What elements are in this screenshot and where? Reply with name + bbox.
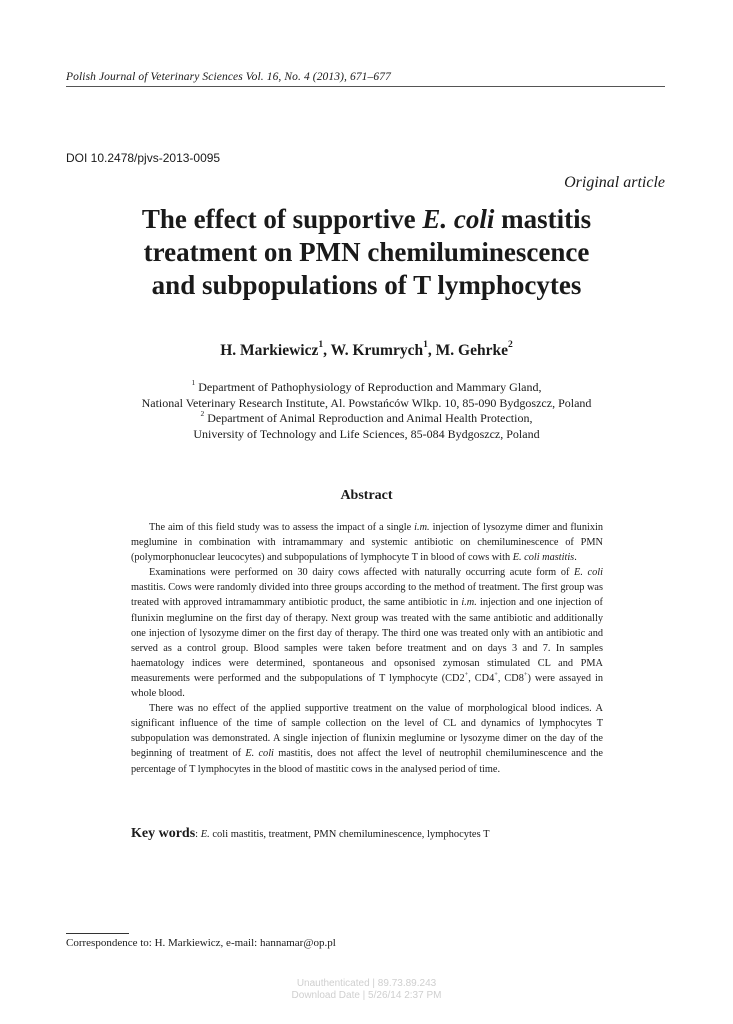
- journal-header: Polish Journal of Veterinary Sciences Vol. 16, No. 4 (2013), 671–677: [66, 71, 665, 87]
- abstract-paragraph: Examinations were performed on 30 dairy cows affected with naturally occurring acute form of E. coli mastitis. Cows were randomly divided into three groups according to the method of treatment. The first group was treated with approved intramammary antibiotic product, the same antibiotic in i.m. injection and one injection of flunixin meglumine on the first day of therapy. Next group was treated with the same antibiotic and additionally one injection of lysozyme dimer on the first day of therapy. The third one was treated only with an antibiotic and served as a control group. Blood samples were taken before treatment and on days 3 and 7. In samples haematology indices were determined, spontaneous and opsonised zymosan stimulated CL and PMA measurements were performed and the subpopulations of T lymphocyte (CD2+, CD4+, CD8+) were assayed in whole blood.: [131, 567, 603, 700]
- affiliations: [66, 377, 667, 442]
- doi: DOI 10.2478/pjvs-2013-0095: [66, 151, 221, 165]
- footnote-divider: [66, 933, 129, 934]
- authors: [66, 339, 667, 360]
- article-type: Original article: [564, 174, 665, 191]
- author: H. Markiewicz$^1$,: [220, 339, 331, 359]
- watermark-line-1: Unauthenticated | 89.73.89.243: [296, 978, 437, 989]
- affiliation-1-line-1: $^1$ Department of Pathophysiology of Reproduction and Mammary Gland,: [191, 377, 542, 394]
- abstract-body: [131, 520, 603, 777]
- author: W. Krumrych$^1$,: [330, 339, 436, 359]
- article-title: [66, 203, 667, 302]
- download-watermark: [0, 978, 733, 1002]
- keywords: Key words: E. coli mastitis, treatment, PMN chemiluminescence, lymphocytes T: [131, 826, 490, 841]
- abstract-paragraph: The aim of this field study was to assess the impact of a single i.m. injection of lysozyme dimer and flunixin meglumine in combination with intramammary and systemic antibiotic on chemiluminescence of PMN (polymorphonuclear leucocytes) and subpopulations of lymphocyte T in blood of cows with E. coli mastitis.: [131, 522, 603, 564]
- title-line-3: and subpopulations of T lymphocytes: [151, 270, 582, 300]
- watermark-line-2: Download Date | 5/26/14 2:37 PM: [291, 990, 442, 1001]
- affiliation-2-line-2: University of Technology and Life Sciences, 85-084 Bydgoszcz, Poland: [193, 426, 540, 441]
- affiliation-2-line-1: $^2$ Department of Animal Reproduction and Animal Health Protection,: [200, 408, 533, 425]
- author: M. Gehrke$^2$: [435, 339, 513, 359]
- abstract-heading: Abstract: [340, 488, 393, 503]
- title-line-2: treatment on PMN chemiluminescence: [143, 237, 590, 267]
- abstract-paragraph: There was no effect of the applied supportive treatment on the value of morphological blood indices. A significant influence of the time of sample collection on the level of CL and dynamics of lymphocytes T subpopulation was demonstrated. A single injection of flunixin meglumine or lysozyme dimer on the day of the beginning of treatment of E. coli mastitis, does not affect the level of neutrophil chemiluminescence and the percentage of T lymphocytes in the blood of mastitic cows in the analysed period of time.: [131, 703, 603, 775]
- correspondence-footnote: Correspondence to: H. Markiewicz, e-mail: hannamar@op.pl: [66, 937, 336, 949]
- affiliation-1-line-2: National Veterinary Research Institute, Al. Powstańców Wlkp. 10, 85-090 Bydgoszcz, Poland: [141, 395, 592, 410]
- title-line-1: The effect of supportive E. coli mastitis: [141, 204, 592, 234]
- keywords-label: Key words: [131, 826, 196, 841]
